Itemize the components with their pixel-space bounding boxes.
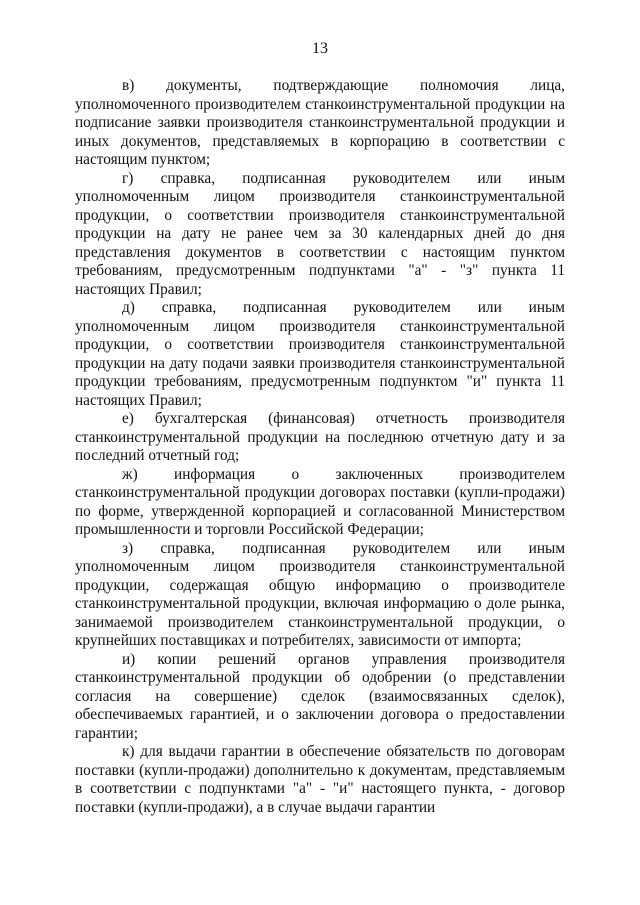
- document-body: [75, 77, 565, 817]
- paragraph-v: в) документы, подтверждающие полномочия лица, уполномоченного производителем станкоинструментальной продукции на подписание заявки производителя станкоинструментальной продукции и иных документов, представляемых в корпорацию в соответствии с настоящим пунктом;: [75, 77, 565, 168]
- paragraph-zh: ж) информация о заключенных производителем станкоинструментальной продукции договорах поставки (купли-продажи) по форме, утвержденной корпорацией и согласованной Министерством промышленности и торговли Российской Федерации;: [75, 465, 565, 538]
- paragraph-k: к) для выдачи гарантии в обеспечение обязательств по договорам поставки (купли-продажи) дополнительно к документам, представляемым в соответствии с подпунктами "а" - "и" настоящего пункта, - договор поставки (купли-продажи), а в случае выдачи гарантии: [75, 743, 565, 816]
- page-number: 13: [312, 40, 328, 57]
- paragraph-e: е) бухгалтерская (финансовая) отчетность производителя станкоинструментальной продукции на последнюю отчетную дату и за последний отчетный год;: [75, 410, 565, 464]
- paragraph-g: г) справка, подписанная руководителем или иным уполномоченным лицом производителя станкоинструментальной продукции, о соответствии производителя станкоинструментальной продукции на дату не ранее чем за 30 календарных дней до дня представления документов в соответствии с настоящим пунктом требованиям, предусмотренным подпунктами "а" - "з" пункта 11 настоящих Правил;: [75, 169, 565, 298]
- paragraph-i: и) копии решений органов управления производителя станкоинструментальной продукции об одобрении (о представлении согласия на совершение) сделок (взаимосвязанных сделок), обеспечиваемых гарантией, и о заключении договора о предоставлении гарантии;: [75, 650, 565, 742]
- paragraph-d: д) справка, подписанная руководителем или иным уполномоченным лицом производителя станкоинструментальной продукции, о соответствии производителя станкоинструментальной продукции на дату подачи заявки производителя станкоинструментальной продукции требованиям, предусмотренным подпунктом "и" пункта 11 настоящих Правил;: [75, 299, 565, 409]
- paragraph-z: з) справка, подписанная руководителем или иным уполномоченным лицом производителя станкоинструментальной продукции, содержащая общую информацию о производителе станкоинструментальной продукции, включая информацию о доле рынка, занимаемой производителем станкоинструментальной продукции, о крупнейших поставщиках и потребителях, зависимости от импорта;: [75, 539, 565, 649]
